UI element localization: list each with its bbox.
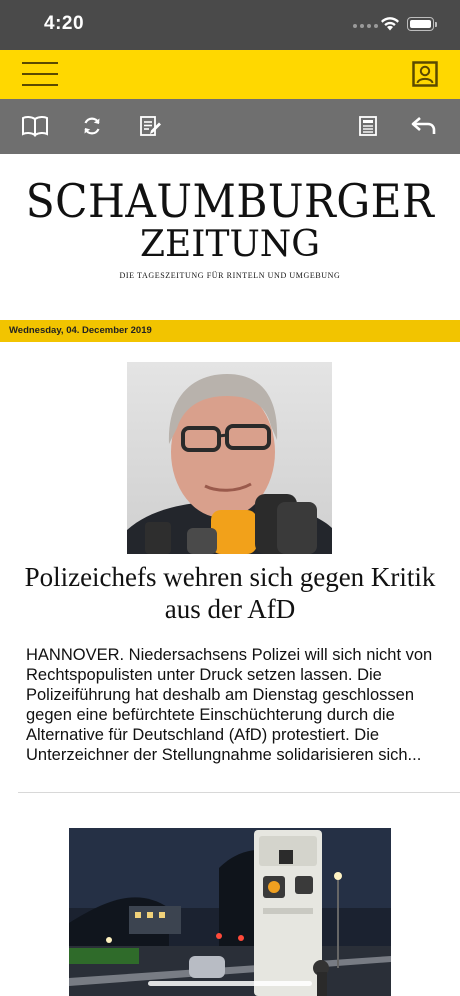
newspaper-masthead bbox=[0, 176, 460, 280]
article-photo-portrait bbox=[127, 362, 332, 554]
article-divider bbox=[18, 792, 460, 793]
status-bar bbox=[0, 0, 460, 50]
masthead-tagline: DIE TAGESZEITUNG FÜR RINTELN UND UMGEBUNG bbox=[119, 271, 341, 280]
edit-button[interactable] bbox=[136, 113, 164, 139]
edit-document-icon bbox=[138, 114, 162, 138]
hamburger-menu-icon bbox=[22, 62, 58, 64]
menu-button[interactable] bbox=[22, 61, 60, 87]
masthead-title-line1: SCHAUMBURGER bbox=[25, 174, 435, 228]
epaper-button[interactable] bbox=[354, 113, 382, 139]
wifi-icon bbox=[380, 16, 400, 31]
status-time: 4:20 bbox=[44, 13, 85, 34]
refresh-icon bbox=[81, 115, 103, 137]
edition-date-bar bbox=[0, 320, 460, 342]
toolbar bbox=[0, 99, 460, 154]
battery-icon bbox=[407, 17, 434, 31]
hamburger-menu-icon bbox=[22, 73, 58, 75]
cellular-signal-icon bbox=[353, 24, 378, 28]
home-indicator bbox=[148, 981, 312, 986]
article-teaser: HANNOVER. Niedersachsens Polizei will sich nicht von Rechtspopulisten unter Druck setzen lassen. Die Polizeiführung hat deshalb am Dienstag geschlossen gegen eine befürchtete Einschüchterung durch die Alternative für Deutschland (AfD) protestiert. Die Unterzeichner der Stellungnahme solidarisieren sich... bbox=[26, 646, 433, 764]
newspaper-icon bbox=[357, 115, 379, 137]
article-photo[interactable] bbox=[69, 828, 391, 996]
article-photo[interactable] bbox=[127, 362, 332, 554]
app-header bbox=[0, 50, 460, 99]
back-button[interactable] bbox=[410, 113, 438, 139]
masthead-title-line2: ZEITUNG bbox=[139, 224, 321, 265]
article-photo-night-street bbox=[69, 828, 391, 996]
edition-date: Wednesday, 04. December 2019 bbox=[9, 325, 152, 336]
user-account-icon bbox=[412, 61, 438, 87]
book-icon bbox=[21, 115, 49, 137]
account-button[interactable] bbox=[412, 61, 438, 87]
refresh-button[interactable] bbox=[78, 113, 106, 139]
back-arrow-icon bbox=[410, 115, 438, 137]
hamburger-menu-icon bbox=[22, 84, 58, 86]
library-button[interactable] bbox=[21, 113, 49, 139]
article-headline[interactable]: Polizeichefs wehren sich gegen Kritik aus der AfD bbox=[24, 562, 436, 624]
